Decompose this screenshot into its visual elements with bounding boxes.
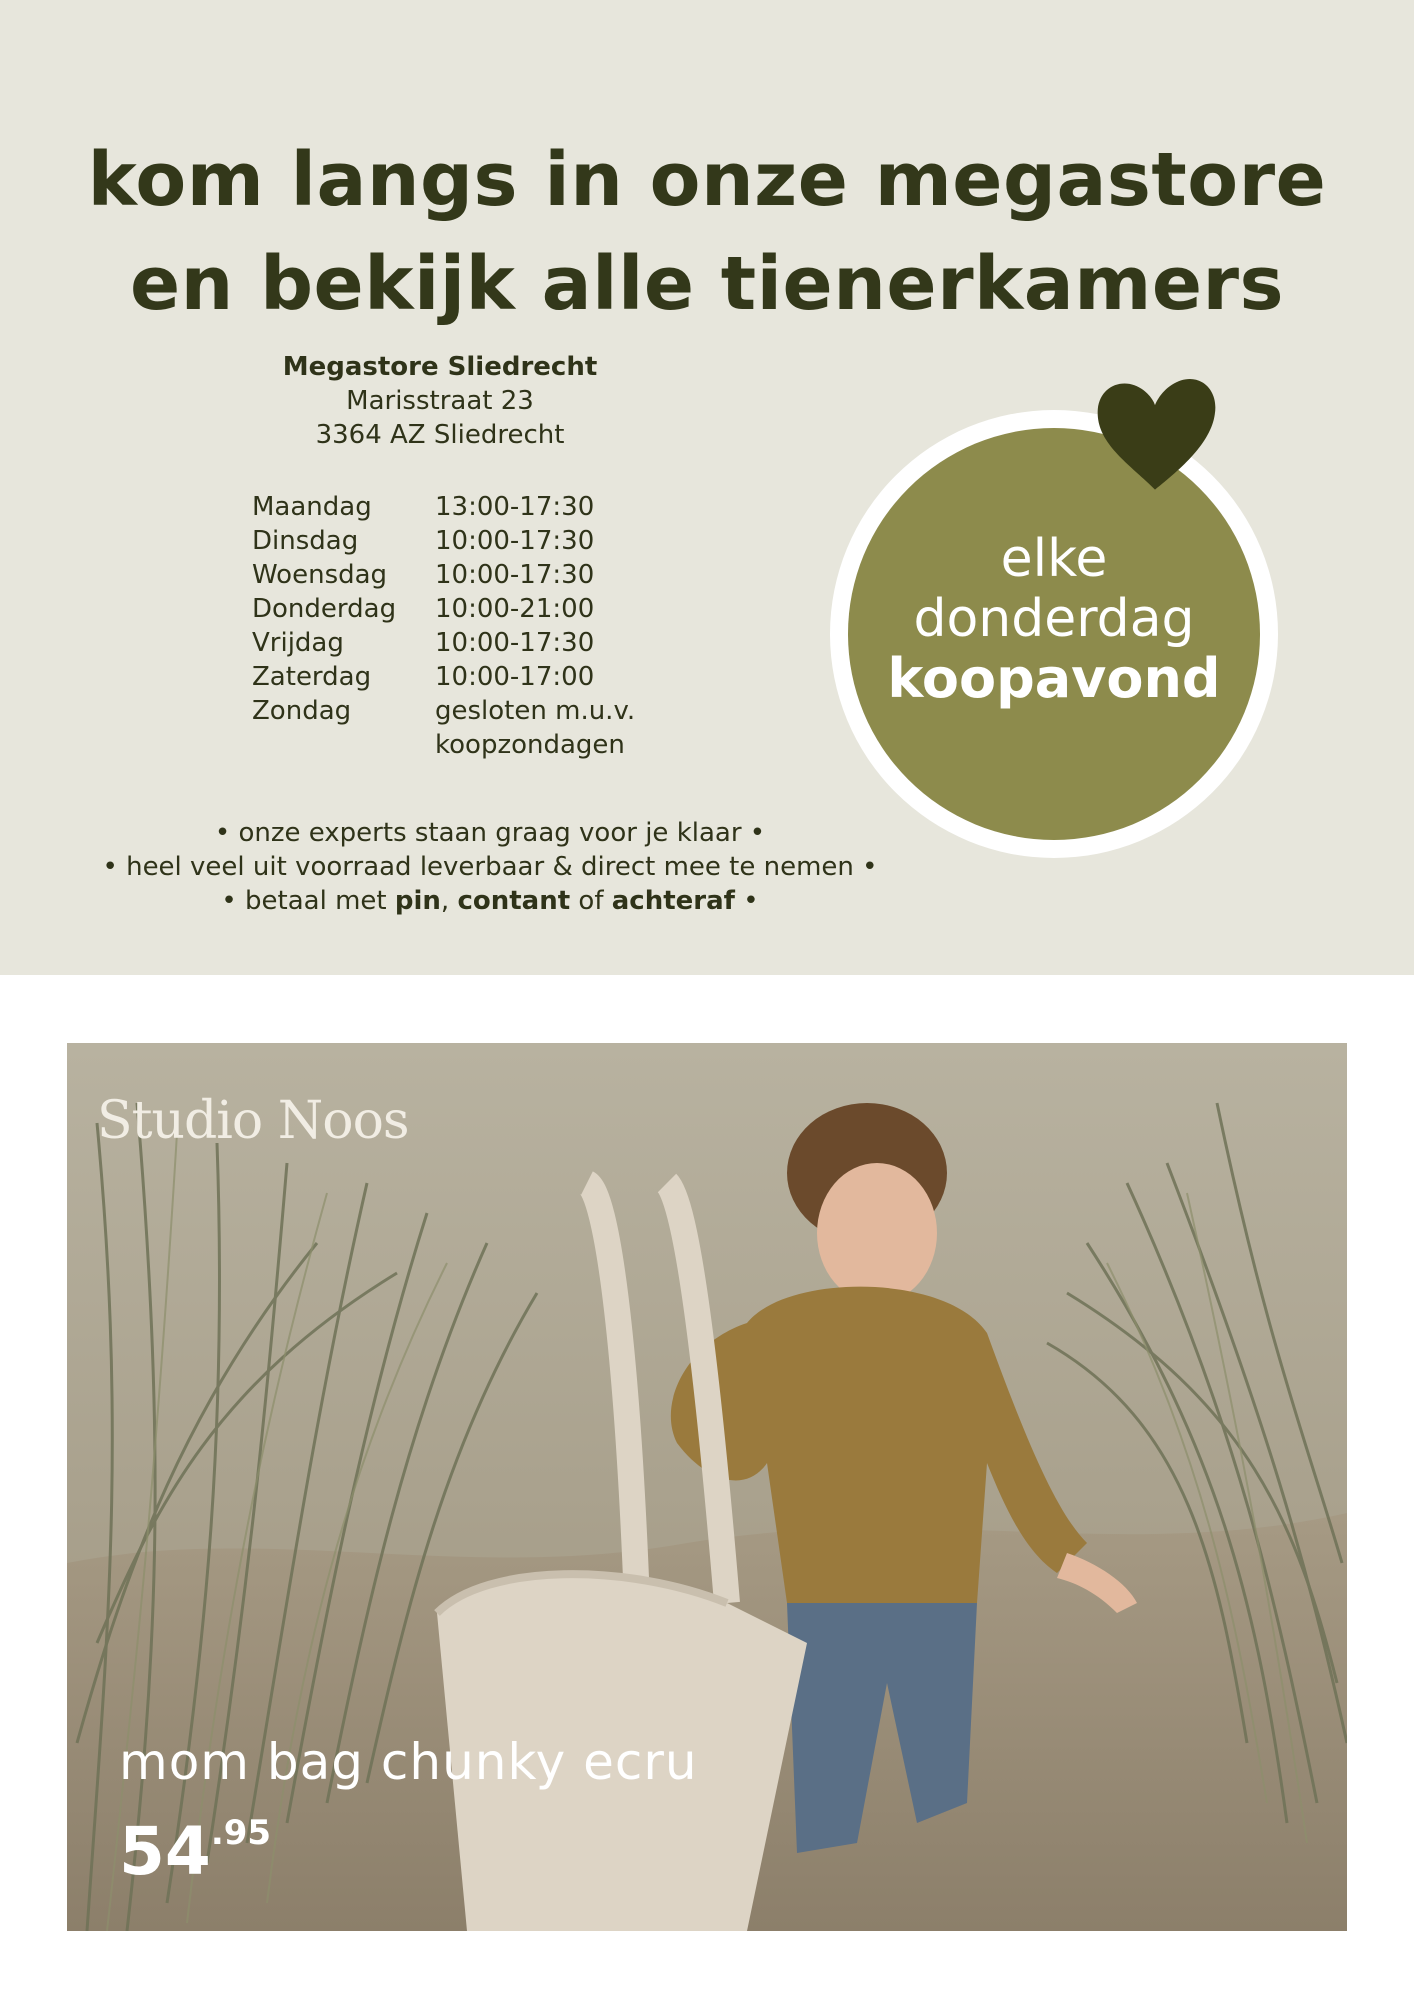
badge-line-3: koopavond bbox=[887, 647, 1221, 710]
hours-time: 10:00-17:30 bbox=[435, 526, 595, 556]
hours-time: 10:00-17:30 bbox=[435, 628, 595, 658]
hours-time: 10:00-21:00 bbox=[435, 594, 595, 624]
price-cents: .95 bbox=[210, 1813, 272, 1853]
hours-time: 10:00-17:30 bbox=[435, 560, 595, 590]
badge-line-1: elke bbox=[1000, 529, 1108, 589]
hours-row bbox=[252, 558, 695, 592]
product-name: mom bag chunky ecru bbox=[119, 1733, 698, 1791]
hours-row bbox=[252, 694, 695, 728]
heart-icon bbox=[1090, 370, 1220, 500]
badge-line-2: donderdag bbox=[913, 589, 1195, 649]
hours-row bbox=[252, 490, 695, 524]
hours-day-empty bbox=[252, 728, 435, 762]
price-main: 54 bbox=[119, 1813, 211, 1890]
store-street: Marisstraat 23 bbox=[346, 386, 534, 416]
hours-day: Vrijdag bbox=[252, 628, 344, 658]
bullet-text: of bbox=[570, 886, 612, 916]
headline-line-1: kom langs in onze megastore bbox=[87, 137, 1327, 223]
hours-row bbox=[252, 728, 695, 762]
bullet-line-3 bbox=[40, 884, 940, 918]
store-name: Megastore Sliedrecht bbox=[282, 352, 598, 382]
payment-pin: pin bbox=[394, 886, 441, 916]
payment-contant: contant bbox=[457, 886, 571, 916]
hours-day: Donderdag bbox=[252, 594, 397, 624]
hours-time: 13:00-17:30 bbox=[435, 492, 595, 522]
store-info-section bbox=[0, 0, 1414, 975]
brand-logo: Studio Noos bbox=[97, 1091, 409, 1151]
photo-illustration bbox=[67, 1043, 1347, 1931]
hours-time: gesloten m.u.v. bbox=[435, 696, 636, 726]
hours-day: Maandag bbox=[252, 492, 372, 522]
payment-achteraf: achteraf bbox=[611, 886, 735, 916]
store-address bbox=[240, 350, 640, 452]
bullet-line-1: • onze experts staan graag voor je klaar • bbox=[214, 818, 766, 848]
bullet-text: , bbox=[440, 886, 458, 916]
hours-row bbox=[252, 592, 695, 626]
hours-time: 10:00-17:00 bbox=[435, 662, 595, 692]
hours-day: Zondag bbox=[252, 696, 352, 726]
bullet-text: • betaal met bbox=[221, 886, 395, 916]
hours-day: Zaterdag bbox=[252, 662, 372, 692]
opening-hours bbox=[252, 490, 695, 762]
bullet-line-2: • heel veel uit voorraad leverbaar & direct mee te nemen • bbox=[102, 852, 878, 882]
service-bullets bbox=[40, 816, 940, 918]
hours-time-note: koopzondagen bbox=[435, 730, 625, 760]
headline-line-2: en bekijk alle tienerkamers bbox=[129, 241, 1285, 327]
hours-row bbox=[252, 660, 695, 694]
page-headline bbox=[0, 128, 1414, 336]
product-photo bbox=[67, 1043, 1347, 1931]
store-city: 3364 AZ Sliedrecht bbox=[315, 420, 565, 450]
bullet-text: • bbox=[734, 886, 759, 916]
hours-day: Dinsdag bbox=[252, 526, 359, 556]
hours-row bbox=[252, 626, 695, 660]
hours-row bbox=[252, 524, 695, 558]
hours-day: Woensdag bbox=[252, 560, 388, 590]
product-price bbox=[119, 1813, 271, 1890]
